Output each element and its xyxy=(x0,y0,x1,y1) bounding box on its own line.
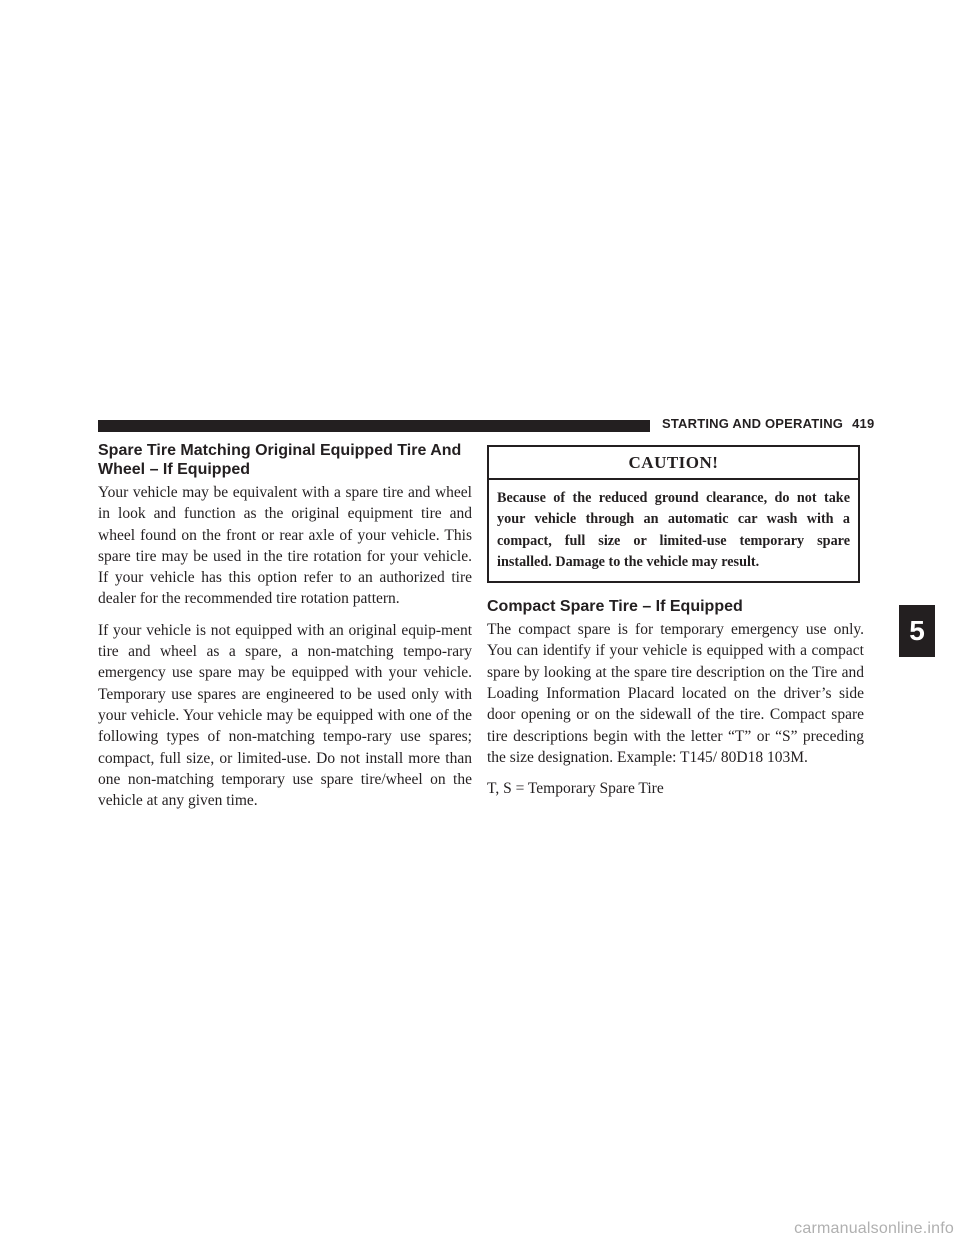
paragraph-2: If your vehicle is not equipped with an original equip-ment tire and wheel as a spare, a non-matching tempo-rary emergency use spare may be equipped with your vehicle. Temporary use spares are engineered to be used only with your vehicle. Your vehicle may be equipped with one of the following types of non-matching tempo-rary use spares; compact, full size, or limited-use. Do not install more than one non-matching temporary use spare tire/wheel on the vehicle at any given time. xyxy=(98,621,472,810)
chapter-tab: 5 xyxy=(899,605,935,657)
left-column xyxy=(98,441,472,811)
header-rule xyxy=(98,420,650,432)
caution-title: CAUTION! xyxy=(489,447,858,480)
paragraph-3: The compact spare is for temporary emergency use only. You can identify if your vehicle is equipped with a compact spare by looking at the spare tire description on the Tire and Loading Information Placard located on the driver’s side door opening or on the sidewall of the tire. Compact spare tire descriptions begin with the letter “T” or “S” preceding the size designation. Example: T145/ 80D18 103M. xyxy=(487,621,864,766)
caution-box xyxy=(487,445,860,583)
page-number: 419 xyxy=(852,416,875,431)
paragraph-4: T, S = Temporary Spare Tire xyxy=(487,780,664,798)
heading-compact-spare: Compact Spare Tire – If Equipped xyxy=(487,598,743,616)
running-header xyxy=(662,416,874,431)
section-title: STARTING AND OPERATING xyxy=(662,416,844,431)
heading-spare-tire-matching: Spare Tire Matching Original Equipped Tire And Wheel – If Equipped xyxy=(98,442,462,478)
caution-text: Because of the reduced ground clearance, do not take your vehicle through an automatic car wash with a compact, full size or limited-use temporary spare installed. Damage to the vehicle may result. xyxy=(497,490,850,570)
watermark: carmanualsonline.info xyxy=(794,1220,954,1237)
right-column xyxy=(487,445,864,800)
paragraph-1: Your vehicle may be equivalent with a spare tire and wheel in look and function as the original equipment tire and wheel found on the front or rear axle of your vehicle. This spare tire may be used in the tire rotation for your vehicle. If your vehicle has this option refer to an authorized tire dealer for the recommended tire rotation pattern. xyxy=(98,484,472,608)
